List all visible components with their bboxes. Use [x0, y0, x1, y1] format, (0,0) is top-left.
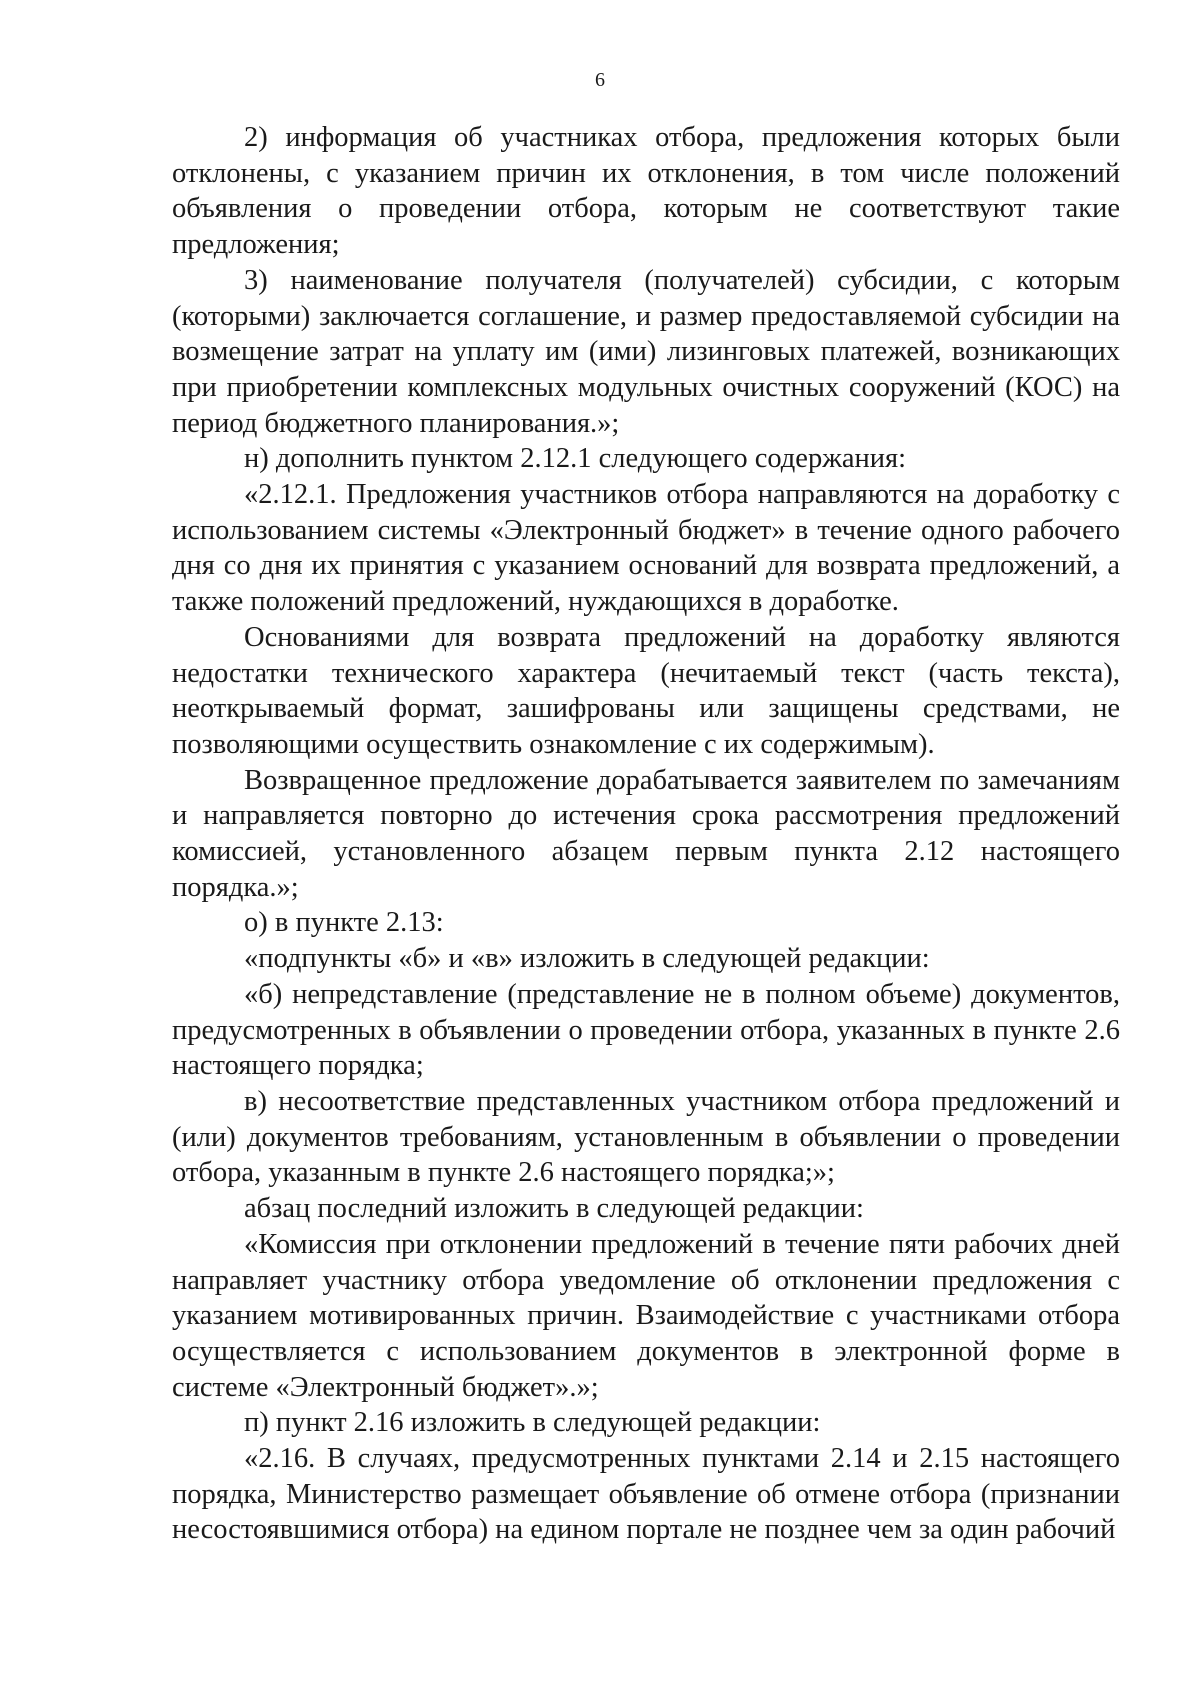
- paragraph-item-3: 3) наименование получателя (получателей) субсидии, с которым (которыми) заключается соглашение, и размер предоставляемой субсидии на возмещение затрат на уплату им (ими) лизинговых платежей, возникающих при приобретении комплексных модульных очистных сооружений (КОС) на период бюджетного планирования.»;: [172, 264, 1120, 439]
- page-number: 6: [595, 69, 605, 91]
- document-body: [172, 120, 1120, 1548]
- paragraph-item-2: 2) информация об участниках отбора, предложения которых были отклонены, с указанием причин их отклонения, в том числе положений объявления о проведении отбора, которым не соответствуют такие предложения;: [172, 122, 1120, 261]
- paragraph-subitem-v: в) несоответствие представленных участником отбора предложений и (или) документов требованиям, установленным в объявлении о проведении отбора, указанным в пункте 2.6 настоящего порядка;»;: [172, 1085, 1120, 1189]
- paragraph-commission: «Комиссия при отклонении предложений в течение пяти рабочих дней направляет участнику отбора уведомление об отклонении предложения с указанием мотивированных причин. Взаимодействие с участниками отбора осуществляется с использованием документов в электронной форме в системе «Электронный бюджет».»;: [172, 1228, 1120, 1403]
- paragraph-clause-2-16: «2.16. В случаях, предусмотренных пунктами 2.14 и 2.15 настоящего порядка, Министерство размещает объявление об отмене отбора (признании несостоявшимися отбора) на едином портале не позднее чем за один рабочий: [172, 1443, 1120, 1546]
- paragraph-clause-2-12-1: «2.12.1. Предложения участников отбора направляются на доработку с использованием системы «Электронный бюджет» в течение одного рабочего дня со дня их принятия с указанием оснований для возврата предложений, а также положений предложений, нуждающихся в доработке.: [172, 479, 1120, 618]
- paragraph-subitem-p: п) пункт 2.16 изложить в следующей редакции:: [244, 1407, 821, 1439]
- paragraph-returned-proposal: Возвращенное предложение дорабатывается заявителем по замечаниям и направляется повторно до истечения срока рассмотрения предложений комиссией, установленного абзацем первым пункта 2.12 настоящего порядка.»;: [172, 764, 1120, 903]
- paragraph-last-abzac-intro: абзац последний изложить в следующей редакции:: [244, 1193, 864, 1225]
- paragraph-subitem-n: н) дополнить пунктом 2.12.1 следующего содержания:: [244, 443, 907, 475]
- paragraph-subitem-o: о) в пункте 2.13:: [244, 907, 444, 939]
- paragraph-return-grounds: Основаниями для возврата предложений на доработку являются недостатки технического характера (нечитаемый текст (часть текста), неоткрываемый формат, зашифрованы или защищены средствами, не позволяющими осуществить ознакомление с их содержимым).: [172, 621, 1120, 760]
- paragraph-subitems-b-v-intro: «подпункты «б» и «в» изложить в следующей редакции:: [244, 943, 930, 975]
- paragraph-subitem-b: «б) непредставление (представление не в полном объеме) документов, предусмотренных в объявлении о проведении отбора, указанных в пункте 2.6 настоящего порядка;: [172, 978, 1120, 1082]
